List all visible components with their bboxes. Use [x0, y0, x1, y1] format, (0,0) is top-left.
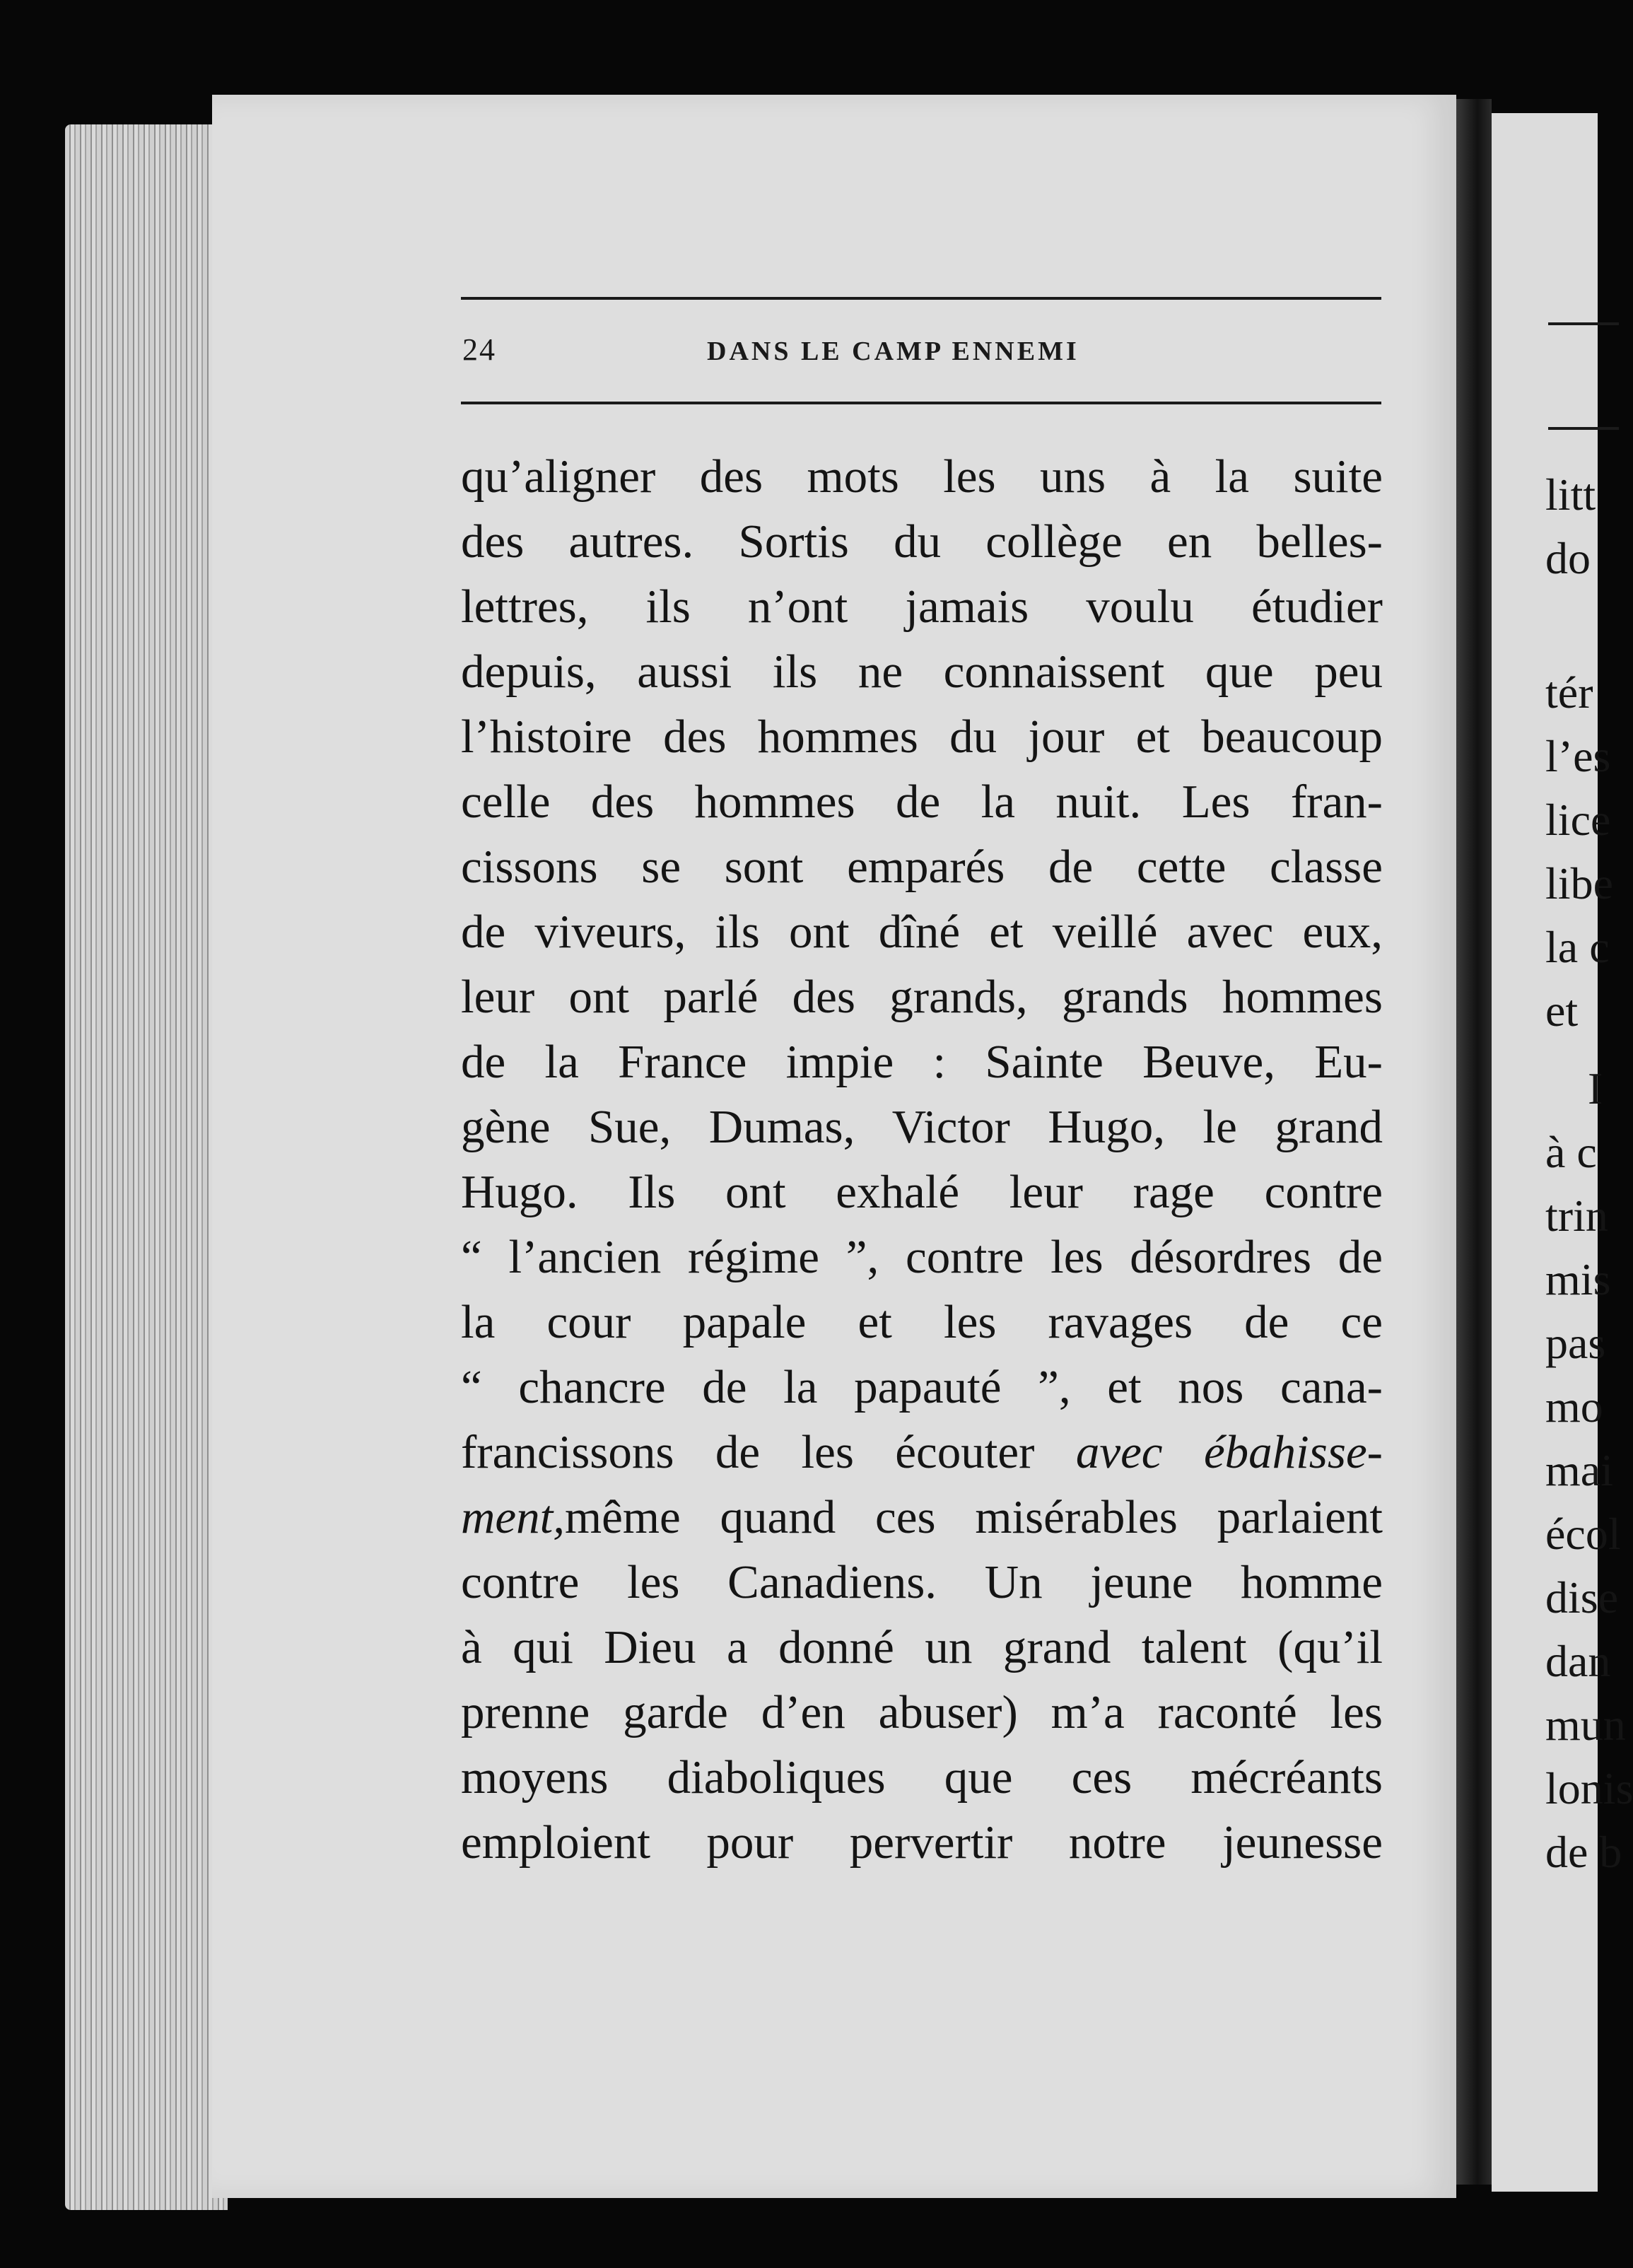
line-italic-part: avec ébahisse- — [1075, 1426, 1383, 1478]
body-text — [461, 444, 1383, 1875]
text-line: contre les Canadiens. Un jeune homme — [461, 1556, 1383, 1608]
text-line: leur ont parlé des grands, grands hommes — [461, 971, 1383, 1023]
facing-fragment: trin — [1545, 1191, 1608, 1241]
facing-fragment: dan — [1545, 1636, 1611, 1686]
facing-fragment: à c — [1545, 1127, 1597, 1177]
text-line: moyens diaboliques que ces mécréants — [461, 1751, 1383, 1804]
text-line: cissons se sont emparés de cette classe — [461, 841, 1383, 893]
text-line: depuis, aussi ils ne connaissent que peu — [461, 645, 1383, 698]
facing-fragment: litt — [1545, 469, 1596, 520]
facing-fragment: mo — [1545, 1381, 1603, 1432]
text-line: de viveurs, ils ont dîné et veillé avec eux, — [461, 906, 1383, 958]
text-line: Hugo. Ils ont exhalé leur rage contre — [461, 1166, 1383, 1218]
facing-fragment: libe — [1545, 858, 1613, 908]
facing-page — [1492, 113, 1633, 2192]
line-roman-part: francissons de les écouter — [461, 1426, 1076, 1478]
facing-fragment: mun — [1545, 1700, 1626, 1750]
text-line: de la France impie : Sainte Beuve, Eu- — [461, 1036, 1383, 1088]
text-line: prenne garde d’en abuser) m’a raconté les — [461, 1686, 1383, 1738]
text-line: celle des hommes de la nuit. Les fran- — [461, 776, 1383, 828]
running-title: DANS LE CAMP ENNEMI — [707, 337, 1079, 366]
line-italic-part: ment, — [461, 1491, 565, 1543]
facing-fragment: mis — [1545, 1254, 1611, 1304]
facing-fragment: tér — [1545, 667, 1593, 718]
text-line: des autres. Sortis du collège en belles- — [461, 515, 1383, 568]
facing-fragment: mai — [1545, 1445, 1613, 1495]
facing-fragment: I — [1588, 1063, 1603, 1113]
text-line-mixed — [461, 1485, 1383, 1550]
facing-fragment: do — [1545, 533, 1591, 583]
facing-rule — [1548, 322, 1619, 325]
header-rule-bottom — [461, 402, 1381, 404]
facing-fragment: dise — [1545, 1572, 1619, 1623]
header-rule-top — [461, 297, 1381, 300]
text-line: la cour papale et les ravages de ce — [461, 1296, 1383, 1348]
line-roman-part: même quand ces misérables parlaient — [565, 1491, 1383, 1543]
text-line: emploient pour pervertir notre jeunesse — [461, 1816, 1383, 1869]
text-line: l’histoire des hommes du jour et beaucoup — [461, 711, 1383, 763]
facing-fragment: l’es — [1545, 731, 1611, 781]
text-line: “ l’ancien régime ”, contre les désordres de — [461, 1231, 1383, 1283]
book-gutter — [1456, 99, 1492, 2185]
facing-fragment: lonis — [1545, 1763, 1633, 1813]
facing-fragment: pas — [1545, 1318, 1606, 1368]
text-line: lettres, ils n’ont jamais voulu étudier — [461, 580, 1383, 633]
page-edges — [65, 124, 228, 2210]
facing-rule — [1548, 427, 1619, 430]
facing-fragment: écol — [1545, 1509, 1621, 1559]
text-line: qu’aligner des mots les uns à la suite — [461, 450, 1383, 503]
facing-fragment: lice — [1545, 795, 1611, 845]
facing-fragment: la c — [1545, 922, 1610, 972]
text-line-mixed — [461, 1420, 1383, 1485]
text-line: à qui Dieu a donné un grand talent (qu’il — [461, 1621, 1383, 1673]
text-line: “ chancre de la papauté ”, et nos cana- — [461, 1361, 1383, 1413]
facing-fragment: de b — [1545, 1827, 1622, 1877]
page-number: 24 — [462, 332, 496, 367]
facing-fragment: et — [1545, 986, 1579, 1036]
text-line: gène Sue, Dumas, Victor Hugo, le grand — [461, 1101, 1383, 1153]
